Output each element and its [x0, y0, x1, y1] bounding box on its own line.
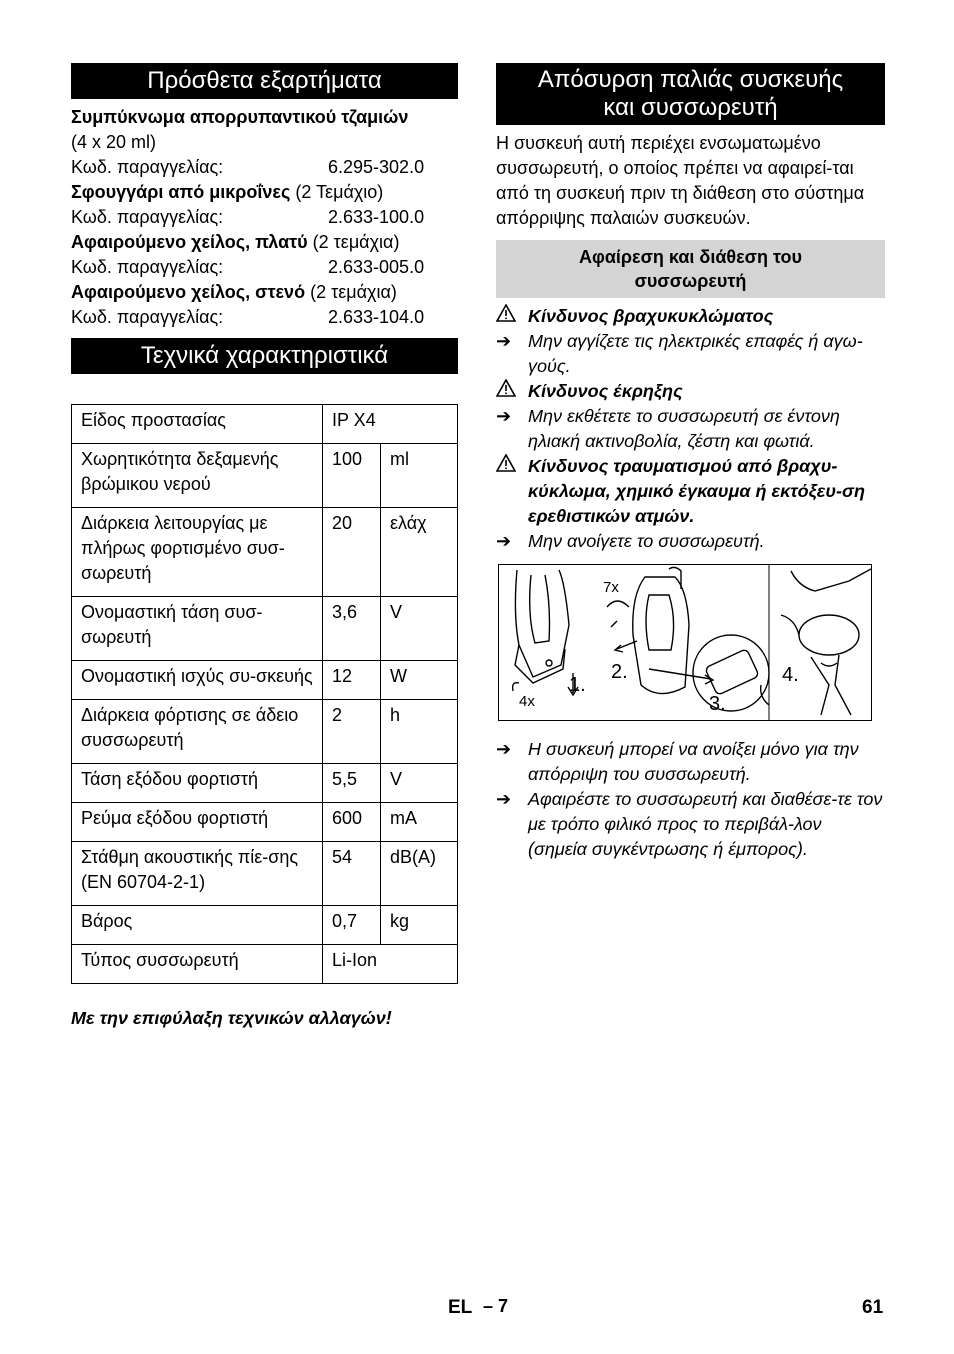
- warning-text: Κίνδυνος έκρηξης: [528, 381, 683, 401]
- spec-value: 0,7: [323, 906, 381, 945]
- table-row: [72, 508, 458, 597]
- table-row: [72, 842, 458, 906]
- order-label: Κωδ. παραγγελίας:: [71, 207, 224, 227]
- spec-label: Είδος προστασίας: [72, 405, 323, 444]
- table-row: [72, 906, 458, 945]
- left-column: [71, 63, 458, 1031]
- instruction-item: [496, 529, 885, 554]
- instruction-text: Αφαιρέστε το συσσωρευτή και διαθέσε-τε τον με τρόπο φιλικό προς το περιβάλ-λον (σημεία συγκέντρωσης ή έμπορος).: [528, 789, 883, 859]
- spec-value: 100: [323, 444, 381, 508]
- table-row: [72, 803, 458, 842]
- spec-unit: V: [381, 597, 458, 661]
- spec-label: Βάρος: [72, 906, 323, 945]
- table-row: [72, 661, 458, 700]
- spec-label: Ρεύμα εξόδου φορτιστή: [72, 803, 323, 842]
- warning-injury: [496, 454, 885, 529]
- order-number: 2.633-005.0: [328, 257, 425, 277]
- spec-unit: mA: [381, 803, 458, 842]
- disposal-heading: [496, 63, 885, 125]
- technical-changes-note: Με την επιφύλαξη τεχνικών αλλαγών!: [71, 1008, 392, 1028]
- table-row: [72, 945, 458, 984]
- table-row: [72, 597, 458, 661]
- warning-triangle-icon: [496, 304, 528, 329]
- spec-value: 2: [323, 700, 381, 764]
- table-row: [72, 764, 458, 803]
- instruction-text: Μην ανοίγετε το συσσωρευτή.: [528, 531, 765, 551]
- warning-explosion: [496, 379, 885, 404]
- table-row: [72, 444, 458, 508]
- fig-label-step-1: 1.: [569, 674, 586, 696]
- accessory-item: [71, 280, 458, 330]
- accessories-heading: Πρόσθετα εξαρτήματα: [71, 63, 458, 99]
- accessory-name: Αφαιρούμενο χείλος, στενό: [71, 282, 306, 302]
- warning-triangle-icon: [496, 454, 528, 529]
- warning-short-circuit: [496, 304, 885, 329]
- arrow-right-icon: ➔: [496, 739, 512, 759]
- order-label: Κωδ. παραγγελίας:: [71, 307, 224, 327]
- spec-unit: dB(A): [381, 842, 458, 906]
- spec-unit: h: [381, 700, 458, 764]
- spec-value: 3,6: [323, 597, 381, 661]
- order-number: 2.633-100.0: [328, 207, 425, 227]
- warning-text: Κίνδυνος τραυματισμού από βραχυ-κύκλωμα, χημικό έγκαυμα ή εκτόξευ-ση ερεθιστικών ατμών.: [528, 456, 865, 526]
- warning-text: Κίνδυνος βραχυκυκλώματος: [528, 306, 774, 326]
- warning-triangle-icon: [496, 379, 528, 404]
- spec-value: IP X4: [323, 405, 458, 444]
- spec-unit: ελάχ: [381, 508, 458, 597]
- accessory-qty: (2 τεμάχια): [310, 282, 397, 302]
- spec-unit: V: [381, 764, 458, 803]
- spec-value: 5,5: [323, 764, 381, 803]
- illustration-drawing: [499, 565, 871, 720]
- subheading-line: συσσωρευτή: [634, 271, 747, 291]
- spec-label: Στάθμη ακουστικής πίε-σης (EN 60704-2-1): [72, 842, 323, 906]
- spec-value: 20: [323, 508, 381, 597]
- order-number: 2.633-104.0: [328, 307, 425, 327]
- instruction-text: Μην εκθέτετε το συσσωρευτή σε έντονη ηλιακή ακτινοβολία, ζέστη και φωτιά.: [528, 406, 840, 451]
- disposal-heading-line: και συσσωρευτή: [603, 94, 778, 121]
- instruction-item: [496, 329, 885, 379]
- accessory-item: [71, 180, 458, 230]
- instruction-item: [496, 737, 885, 787]
- accessory-qty: (2 τεμάχια): [312, 232, 400, 252]
- spec-value: 12: [323, 661, 381, 700]
- fig-label-4x: 4x: [519, 693, 535, 710]
- accessory-name: Σφουγγάρι από μικροΐνες: [71, 182, 291, 202]
- battery-removal-subheading: [496, 240, 885, 298]
- order-number: 6.295-302.0: [328, 157, 425, 177]
- fig-label-7x: 7x: [603, 579, 619, 596]
- accessory-name: Συμπύκνωμα απορρυπαντικού τζαμιών: [71, 107, 409, 127]
- table-row: [72, 405, 458, 444]
- accessory-item: [71, 230, 458, 280]
- arrow-right-icon: ➔: [496, 406, 512, 426]
- right-column: [496, 63, 885, 862]
- footer-section-page: – 7: [483, 1296, 509, 1316]
- arrow-right-icon: ➔: [496, 531, 512, 551]
- spec-unit: W: [381, 661, 458, 700]
- arrow-right-icon: ➔: [496, 789, 512, 809]
- order-label: Κωδ. παραγγελίας:: [71, 157, 224, 177]
- accessory-qty: (2 Τεμάχιο): [295, 182, 384, 202]
- instruction-text: Η συσκευή μπορεί να ανοίξει μόνο για την απόρριψη του συσσωρευτή.: [528, 739, 859, 784]
- fig-label-step-3: 3.: [709, 693, 726, 715]
- spec-value: Li-Ion: [323, 945, 458, 984]
- spec-value: 54: [323, 842, 381, 906]
- instruction-item: [496, 787, 885, 862]
- specs-heading: Τεχνικά χαρακτηριστικά: [71, 338, 458, 374]
- spec-label: Τάση εξόδου φορτιστή: [72, 764, 323, 803]
- arrow-right-icon: ➔: [496, 331, 512, 351]
- spec-label: Χωρητικότητα δεξαμενής βρώμικου νερού: [72, 444, 323, 508]
- spec-value: 600: [323, 803, 381, 842]
- spec-label: Ονομαστική τάση συσ-σωρευτή: [72, 597, 323, 661]
- spec-unit: kg: [381, 906, 458, 945]
- footer-language: EL: [448, 1297, 473, 1318]
- accessory-qty: (4 x 20 ml): [71, 132, 157, 152]
- accessory-item: [71, 105, 458, 180]
- specs-table: [71, 404, 458, 984]
- spec-label: Διάρκεια φόρτισης σε άδειο συσσωρευτή: [72, 700, 323, 764]
- instruction-item: [496, 404, 885, 454]
- disposal-heading-line: Απόσυρση παλιάς συσκευής: [537, 66, 844, 93]
- instruction-text: Μην αγγίζετε τις ηλεκτρικές επαφές ή αγω-γούς.: [528, 331, 863, 376]
- spec-unit: ml: [381, 444, 458, 508]
- spec-label: Τύπος συσσωρευτή: [72, 945, 323, 984]
- page-number: 61: [862, 1297, 884, 1318]
- disposal-intro: Η συσκευή αυτή περιέχει ενσωματωμένο συσσωρευτή, ο οποίος πρέπει να αφαιρεί-ται από τη συσκευή πριν τη διάθεση στο σύστημα απόρριψης παλαιών συσκευών.: [496, 133, 865, 228]
- subheading-line: Αφαίρεση και διάθεση του: [578, 247, 802, 267]
- table-row: [72, 700, 458, 764]
- battery-removal-illustration: [498, 564, 872, 721]
- fig-label-step-2: 2.: [611, 661, 628, 683]
- order-label: Κωδ. παραγγελίας:: [71, 257, 224, 277]
- fig-label-step-4: 4.: [782, 664, 799, 686]
- spec-label: Διάρκεια λειτουργίας με πλήρως φορτισμένο συσ-σωρευτή: [72, 508, 323, 597]
- accessory-name: Αφαιρούμενο χείλος, πλατύ: [71, 232, 308, 252]
- spec-label: Ονομαστική ισχύς συ-σκευής: [72, 661, 323, 700]
